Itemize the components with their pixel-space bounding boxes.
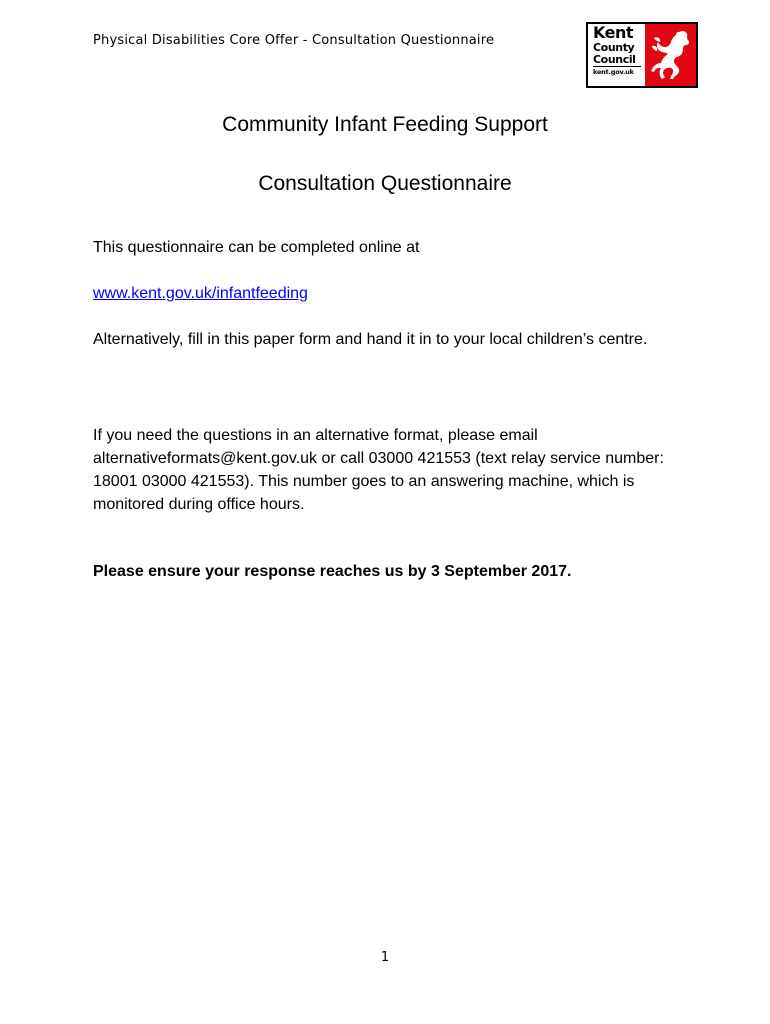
kent-county-council-logo — [586, 22, 698, 88]
online-intro-text: This questionnaire can be completed online at — [93, 239, 420, 256]
response-deadline: Please ensure your response reaches us by 3 September 2017. — [93, 563, 572, 580]
paper-form-instructions: Alternatively, fill in this paper form and hand it in to your local children’s centre. — [93, 331, 648, 348]
logo-line-council: Council — [593, 54, 641, 67]
logo-url: kent.gov.uk — [593, 68, 634, 76]
document-title: Community Infant Feeding Support — [222, 113, 548, 136]
online-questionnaire-link[interactable]: www.kent.gov.uk/infantfeeding — [93, 285, 308, 302]
running-header: Physical Disabilities Core Offer - Consultation Questionnaire — [93, 33, 495, 48]
alternative-format-instructions: If you need the questions in an alternative format, please email alternativeformats@kent.gov.uk or call 03000 421553 (text relay service number: 18001 03000 421553). This number goes to an answering machine, which is monitored during office hours. — [93, 427, 664, 513]
logo-wordmark — [588, 24, 645, 86]
document-subtitle: Consultation Questionnaire — [258, 172, 512, 195]
logo-line-county: County — [593, 41, 635, 54]
white-horse-icon — [645, 24, 696, 86]
logo-line-kent: Kent — [593, 23, 634, 42]
page-number: 1 — [380, 950, 390, 965]
